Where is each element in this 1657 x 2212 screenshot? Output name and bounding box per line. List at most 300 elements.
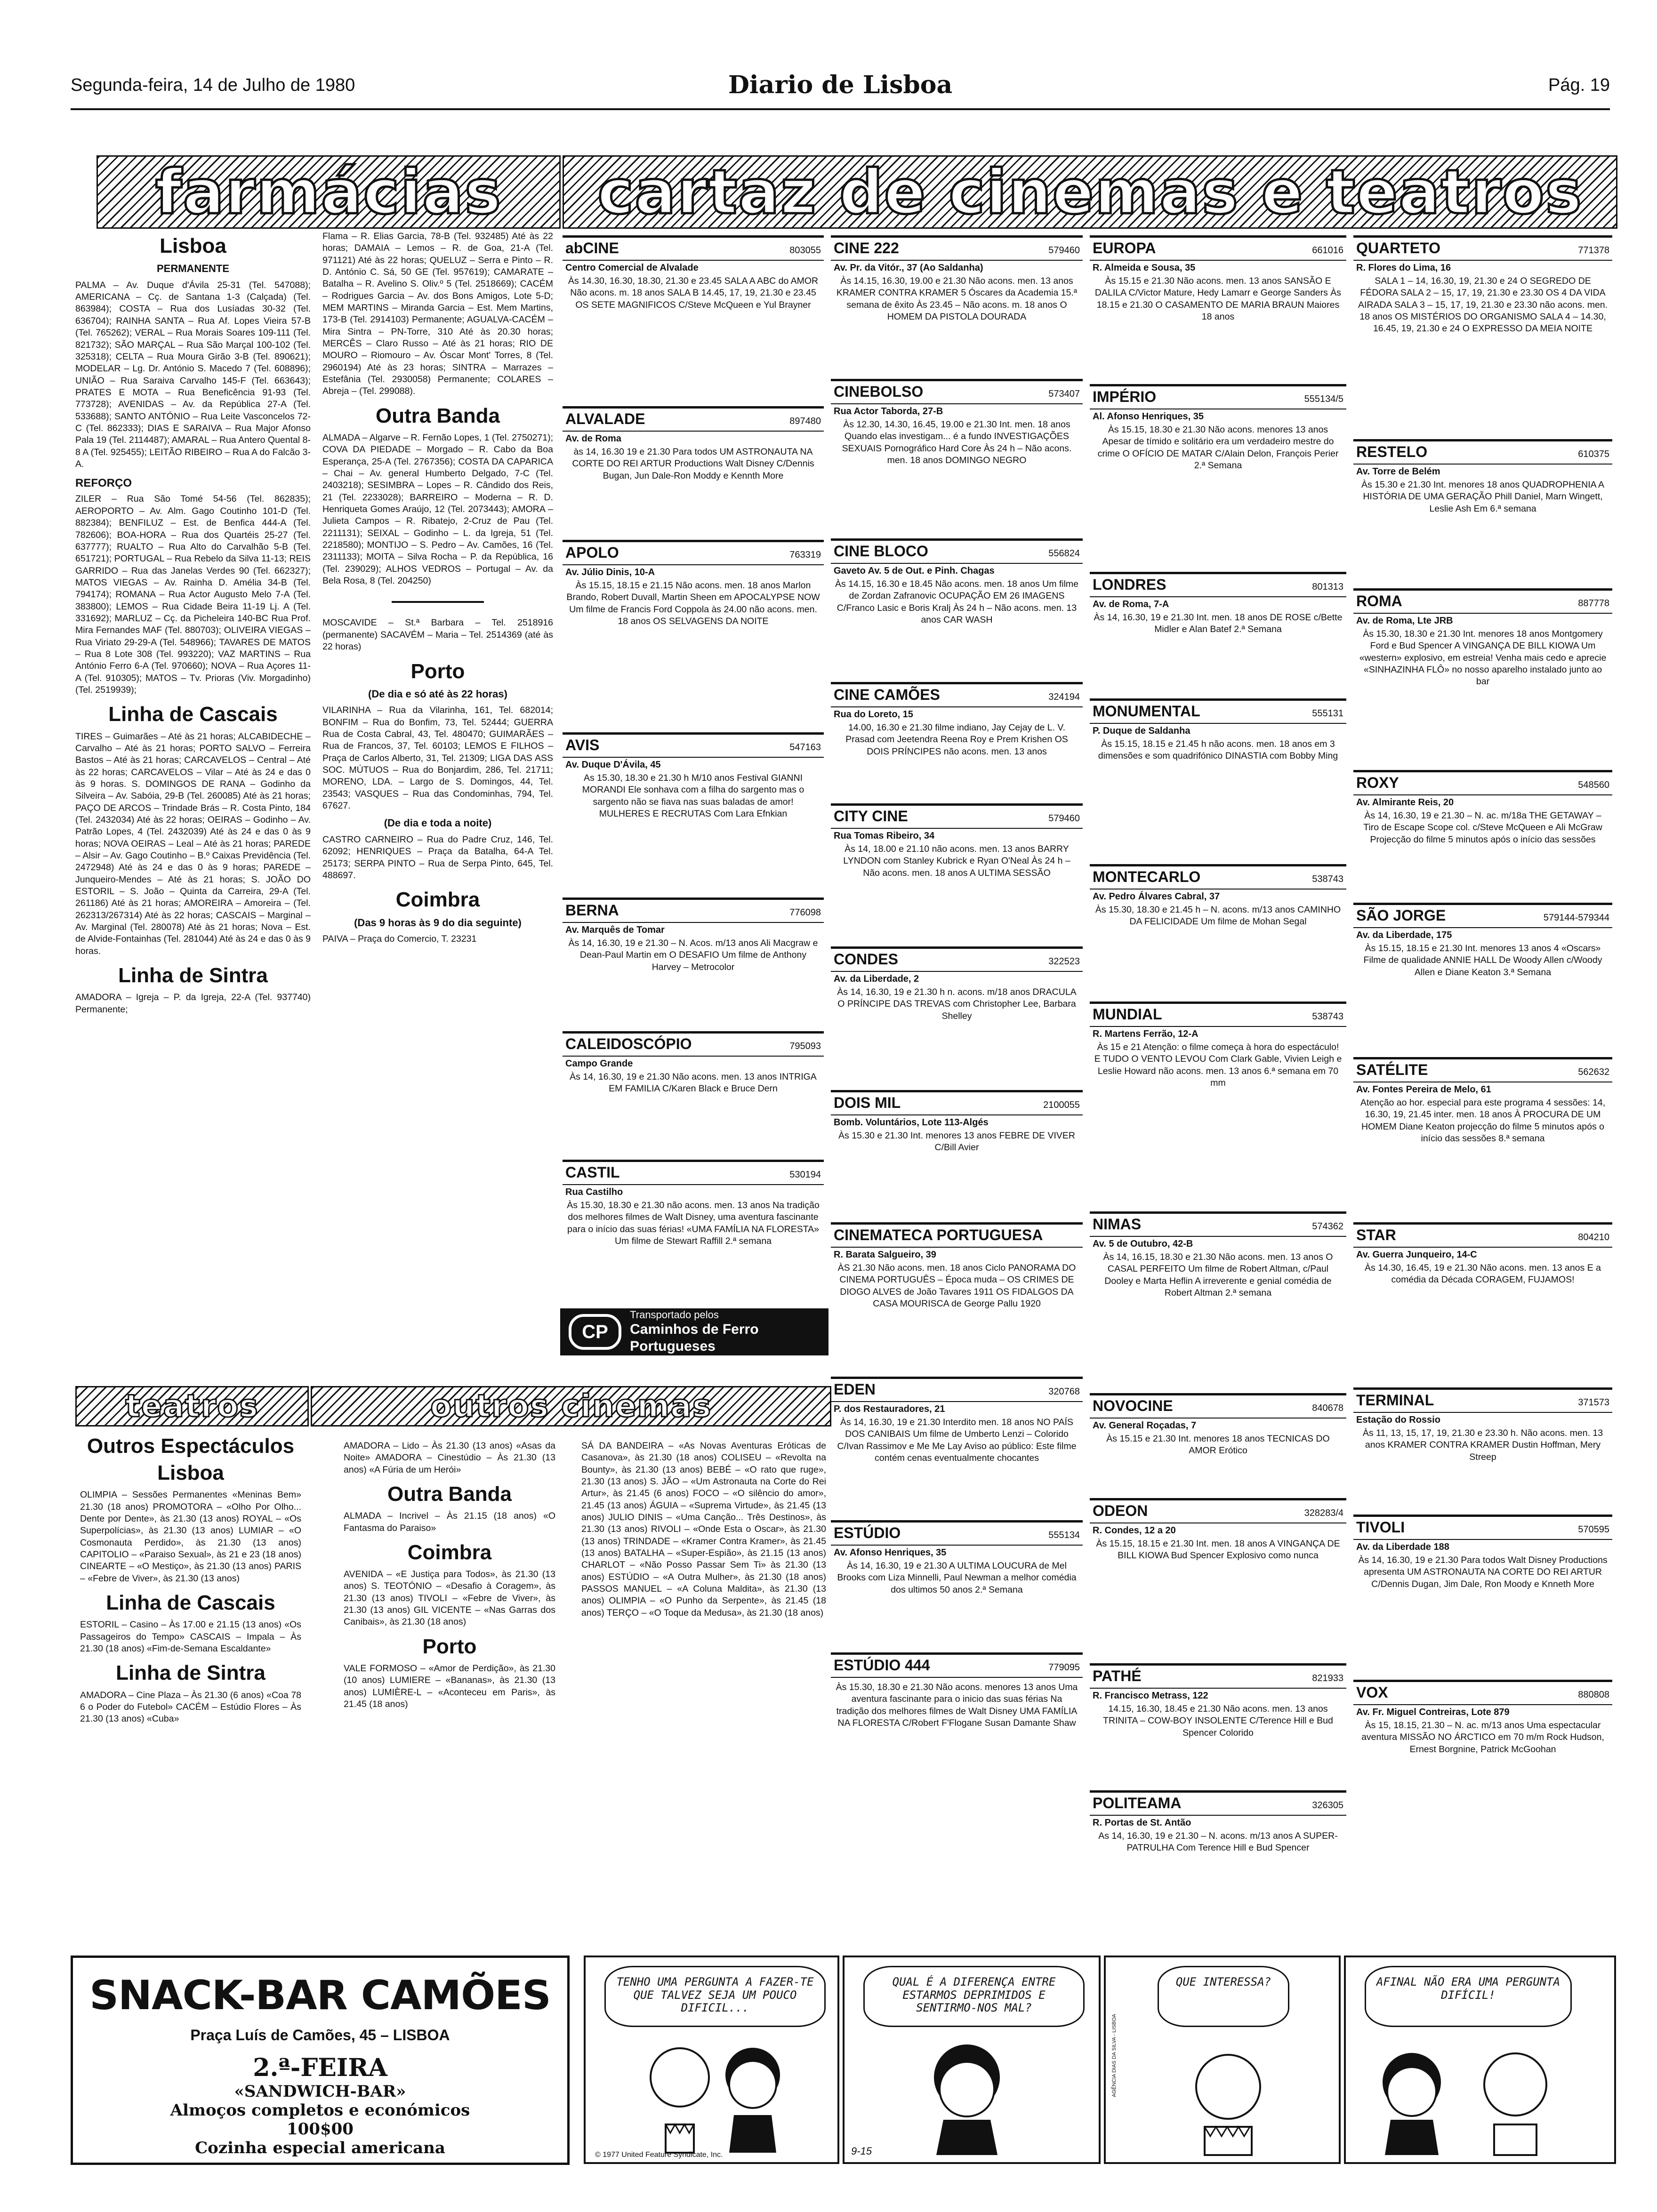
cinema-name: QUARTETO [1356,240,1440,256]
cinema-address: R. Flores do Lima, 16 [1356,263,1451,273]
outros-porto: VALE FORMOSO – «Amor de Perdição», às 21.30 (10 anos) LUMIERE – «Bananas», às 21.30 (13 anos) LUMIÈRE-L – «Aconteceu em Paris», às 21.45 (18 anos) [344,1663,555,1710]
ad-price: 100$00 [287,2120,354,2139]
cinema-phone: 776098 [789,907,821,918]
cinema-programme: Às 14.15, 16.30 e 18.45 Não acons. men. 18 anos Um filme de Zordan Zafranovic OCUPAÇÃO EM 26 IMAGENS C/Franco Lasic e Boris Kralj Às 24 h – Não acons. men. 13 anos CAR WASH [835,579,1079,625]
cinema-listing [831,1090,1083,1221]
cinema-name: CASTIL [565,1164,620,1181]
cinema-phone: 804210 [1578,1232,1609,1242]
farm-reforco: ZILER – Rua São Tomé 54-56 (Tel. 862835); AEROPORTO – Av. Alm. Gago Coutinho 101-D (Tel. 882384); BENFILUZ – Est. de Benfica 444-A (Tel. 782606); BOA-HORA – Rua dos Quartéis 25-27 (Tel. 637777); RUALTO – Rua Alto do Carvalhão 5-B (Tel. 651721); PORTUGAL – Rua Rebelo da Silva 11-13; REIS GARRIDO – Rua das Janelas Verdes 90 (Tel. 662327); MATOS VIEGAS – Av. Rainha D. Amélia 34-B (Tel. 794174); ROMANA – Rua Actor Augusto Melo 7-A (Tel. 383800); LEMOS – Rua Cidade Beira 11-19 Lj. A (Tel. 331692); MARLUZ – Cç. da Picheleira 140-BC Rua Prof. Mira Fernandes MAF (Tel. 880703); OLIVEIRA VIEGAS – Rua Viriato 29-29-A (Tel. 548966); TAVARES DE MATOS – Rua 8 Lote 308 (Tel. 993220); VAZ MARTINS – Rua António Ferro 6-A (Tel. 970660); NOVA – Rua Açores 11-A (Tel. 910305); MATOS – Tv. Prioras (Viv. Morgadinho) (Tel. 2519939); [75,494,311,695]
cinema-phone: 880808 [1578,1690,1609,1700]
cp-big: Caminhos de Ferro Portugueses [630,1322,759,1354]
h-reforco: REFORÇO [75,477,132,490]
cinema-programme: Às 15.30, 18.30 e 21.45 h – N. acons. m/13 anos CAMINHO DA FELICIDADE Um filme de Mohan Segal [1095,905,1341,927]
h-teatros-sintra: Linha de Sintra [116,1661,265,1685]
cinema-programme: Às 14, 16.30, 19 e 21.30 – N. Acos. m/13 anos Ali Macgraw e Dean-Paul Martin em O DESAFIO Um filme de Anthony Harvey – Metrocolor [568,938,818,972]
cinema-address: Av. Marquês de Tomar [565,925,665,935]
cinema-name: CINE CAMÕES [834,686,940,703]
cinema-header [1090,701,1346,724]
teatros-cascais: ESTORIL – Casino – Às 17.00 e 21.15 (13 anos) «Os Passageiros do Tempo» CASCAIS – Impala – Às 21.30 (18 anos) «Fim-de-Semana Escaldante» [80,1619,301,1654]
cinema-phone: 538743 [1312,1011,1343,1022]
cinema-header [563,409,824,432]
cinema-programme: Às 14, 16.30, 19 e 21.30 h n. acons. m/18 anos DRACULA O PRÍNCIPE DAS TREVAS com Christopher Lee, Barbara Shelley [837,987,1077,1021]
cinema-name: SATÉLITE [1356,1061,1428,1078]
cinema-name: abCINE [565,240,619,256]
cinema-programme: Às 14.30, 16.30, 18.30, 21.30 e 23.45 SALA A ABC do AMOR Não acons. m. 18 anos SALA B 14.45, 17, 19, 21.30 e 23.45 OS SETE MAGNIFICOS C/Steve McQueen e Yul Brayner [568,276,819,310]
cinema-programme: Às 14, 16.30, 19 e 21.30 Não acons. men. 13 anos INTRIGA EM FAMILIA C/Karen Black e Bruce Dern [570,1072,817,1094]
cinema-header [563,900,824,923]
cinema-header [831,238,1083,261]
cinema-listing [831,1377,1083,1519]
cinema-phone: 548560 [1578,780,1609,790]
cinema-programme: 14.15, 16.30, 18.45 e 21.30 Não acons. men. 13 anos TRINITA – COW-BOY INSOLENTE C/Terence Hill e Bud Spencer Colorido [1103,1704,1333,1738]
cinema-name: ESTÚDIO 444 [834,1657,930,1674]
cinema-listing [831,946,1083,1089]
cinema-listing [831,1222,1083,1375]
banner-outros [311,1386,831,1427]
outros-col-2 [581,1440,826,1939]
banner-farmacias [97,155,561,229]
cinema-phone: 530194 [789,1170,821,1180]
farm-sintra-cont: Flama – R. Elias Garcia, 78-B (Tel. 932485) Até às 22 horas; DAMAIA – Lemos – R. de Goa, 21-A (Tel. 971121) Até às 22 horas; QUELUZ – Serra e Pinto – R. D. António C. Sá, 50 GE (Tel. 957619); CAMARATE – Batalha – R. Avelino S. Oliv.º 5 (Tel. 2518669); CACÉM – Rodrigues Garcia – Av. dos Bons Amigos, Lote 5-D; MEM MARTINS – Miranda Garcia – Est. Mem Martins, 173-B (Tel. 2914103) Permanente; AGUALVA-CACÉM – Mira Sintra – PN-Torre, 310 Até às 20.30 horas; MERCÊS – Claro Russo – Até às 21 horas; RIO DE MOURO – Riomouro – Av. Óscar Mont' Torres, 8 (Tel. 2960194) Até às 23 horas; SINTRA – Marrazes – Estefânia (Tel. 2930058) Permanente; COLARES – Abreja – (Tel. 299088). [322,231,553,397]
cinema-name: LONDRES [1093,576,1166,593]
banner-teatros [75,1386,309,1427]
cinema-listing [1353,770,1612,901]
banner-cartaz-text: cartaz de cinemas e teatros [597,156,1583,228]
cinema-address: Av. de Roma, 7-A [1093,599,1169,609]
cinema-programme: Às 11, 13, 15, 17, 19, 21.30 e 23.30 h. Não acons. men. 13 anos KRAMER CONTRA KRAMER Dustin Hoffman, Mery Streep [1362,1428,1603,1462]
cinema-listing [563,898,824,1030]
cinema-address: Av. Afonso Henriques, 35 [834,1547,947,1558]
cp-small: Transportado pelos [630,1308,719,1321]
cinema-header [831,541,1083,564]
cinema-phone: 326305 [1312,1800,1343,1811]
cinema-address: Av. de Roma, Lte JRB [1356,616,1453,626]
cinema-name: PATHÉ [1093,1667,1142,1684]
farm-moscavide: MOSCAVIDE – St.ª Barbara – Tel. 2518916 (permanente) SACAVÉM – Maria – Tel. 2514369 (até às 22 horas) [322,617,553,652]
cinema-address: Av. de Roma [565,433,621,444]
charlie-figure-icon [1158,2044,1299,2157]
cinema-phone: 538743 [1312,874,1343,884]
cinema-phone: 897480 [789,416,821,426]
cinema-header [1090,1666,1346,1689]
cinema-header [563,735,824,758]
cinema-address: P. dos Restauradores, 21 [834,1404,945,1414]
h-outros-espectaculos: Outros Espectáculos Lisboa [87,1435,295,1485]
cinema-header [831,806,1083,829]
cinema-name: ESTÚDIO [834,1524,901,1541]
cinema-name: RESTELO [1356,443,1428,460]
cinema-name: CALEIDOSCÓPIO [565,1035,692,1052]
cinema-name: IMPÉRIO [1093,388,1157,405]
cinema-address: Rua Castilho [565,1187,623,1197]
cinema-name: POLITEAMA [1093,1795,1182,1811]
farm-porto: VILARINHA – Rua da Vilarinha, 161, Tel. 682014; BONFIM – Rua do Bonfim, 73, Tel. 52444; GUERRA Rua de Costa Cabral, 43, Tel. 480470; GUIMARÃES – Rua de Francos, 37, Tel. 60103; LEMOS E FILHOS – Praça de Carlos Alberto, 31, Tel. 21309; LIGA DAS ASS SOC. MÚTUOS – Rua do Bonjardim, 286, Tel. 21711; MORENO, LDA. – Largo de S. Domingos, 44, Tel. 23543; VASQUES – Rua das Condominhas, 794, Tel. 67627. [322,705,553,811]
cinema-name: CITY CINE [834,808,908,825]
cinema-phone: 579144-579344 [1543,913,1609,923]
divider [392,601,484,603]
speech-bubble: AFINAL NÃO ERA UMA PERGUNTA DIFÍCIL! [1365,1966,1572,2027]
cinema-name: CINE 222 [834,240,899,256]
banner-teatros-text: teatros [125,1388,259,1424]
cinema-address: Av. Duque D'Ávila, 45 [565,760,661,770]
cinema-header [831,1523,1083,1546]
cinema-programme: Às 14, 16.30, 19 e 21.30 A ULTIMA LOUCURA de Mel Brooks com Liza Minnelli, Paul Newman a melhor comédia dos ultimos 50 anos 2.ª Semana [837,1561,1077,1595]
cinema-header [831,381,1083,404]
h-outros-porto: Porto [422,1635,477,1658]
issue-date: Segunda-feira, 14 de Julho de 1980 [71,75,355,95]
cinema-listing [1090,572,1346,697]
cinema-listing [1090,384,1346,570]
cinema-listing [831,235,1083,377]
cinema-address: Av. Fr. Miguel Contreiras, Lote 879 [1356,1707,1510,1717]
cinema-phone: 763319 [789,550,821,560]
cinema-listing [563,1031,824,1158]
cinema-address: R. Portas de St. Antão [1093,1818,1191,1828]
comic-panel-3 [1104,1956,1341,2164]
cinema-programme: às 14, 16.30 19 e 21.30 Para todos UM ASTRONAUTA NA CORTE DO REI ARTUR Productions Walt Disney C/Dennis Bugan, Jun Dale-Ron Moddy e Kennth More [572,447,814,481]
ad-kitchen: Cozinha especial americana [195,2139,445,2157]
cinema-name: STAR [1356,1226,1396,1243]
cinema-programme: Às 14.30, 16.45, 19 e 21.30 Não acons. men. 13 anos E a comédia da Década CORAGEM, FUJAMOS! [1365,1263,1601,1285]
cinema-name: NOVOCINE [1093,1397,1173,1414]
cinema-programme: Às 15.15, 18.15 e 21.15 Não acons. men. 18 anos Marlon Brando, Robert Duvall, Martin Sheen em APOCALYPSE NOW Um filme de Francis Ford Coppola às 24.00 não acons. men. 18 anos OS SELVAGENS DA NOITE [566,580,820,627]
cinema-header [1353,905,1612,928]
cinema-header [831,949,1083,972]
h-linha-cascais: Linha de Cascais [108,703,278,726]
cinema-phone: 840678 [1312,1403,1343,1413]
cinema-listing [1090,1211,1346,1392]
cinema-phone: 887778 [1578,598,1609,609]
cinema-programme: Às 15.30 e 21.30 Int. menores 18 anos QUADROPHENIA A HISTÓRIA DE UMA GERAÇÃO Phill Daniel, Marn Wingett, Leslie Ash Em 6.ª semana [1361,480,1604,514]
h-porto: Porto [410,659,465,683]
ad-day: 2.ª-FEIRA [253,2053,387,2082]
cinema-header [1353,1059,1612,1082]
cinema-programme: Às 12.30, 14.30, 16.45, 19.00 e 21.30 Int. men. 18 anos Quando elas investigam... é a fundo INVESTIGAÇÕES SEXUAIS Pornográfico Hard Core Às 24 h – Não acons. men. 18 anos DOMINGO NEGRO [842,419,1072,466]
cinema-address: Rua Actor Taborda, 27-B [834,406,943,417]
ad-lunch: Almoços completos e económicos [170,2101,470,2120]
cinema-programme: Às 15.15, 18.15 e 21.30 Int. men. 18 anos A VINGANÇA DE BILL KIOWA Bud Spencer Explosivo como nunca [1096,1539,1340,1561]
cinema-listing [1090,1790,1346,1954]
cp-advert [560,1308,828,1355]
cinema-listing [563,732,824,897]
h-lisboa: Lisboa [160,234,226,257]
cinema-listing [1090,1393,1346,1497]
cinema-header [831,1655,1083,1678]
cinema-programme: Às 14, 16.30, 19 e 21.30 Para todos Walt Disney Productions apresenta UM ASTRONAUTA NA CORTE DO REI ARTUR C/Dennis Dugan, Jim Dale, Ron Moody e Knneth More [1358,1555,1608,1589]
cinema-address: Gaveto Av. 5 de Out. e Pinh. Chagas [834,566,995,576]
cinema-header [831,684,1083,707]
cinema-address: Al. Afonso Henriques, 35 [1093,411,1204,422]
farm-coimbra: PAIVA – Praça do Comercio, T. 23231 [322,934,477,945]
cinema-phone: 803055 [789,245,821,256]
cinema-programme: Às 15.30 e 21.30 Int. menores 13 anos FEBRE DE VIVER C/Bill Avier [838,1130,1075,1153]
cinema-header [563,238,824,261]
cinema-listing [1353,1680,1612,1954]
cinema-listing [1353,439,1612,586]
comic-date: 9-15 [851,2145,872,2157]
cinema-phone: 547163 [789,742,821,753]
cinema-programme: Às 14, 16.30, 19 e 21.30 Interdito men. 18 anos NO PAÍS DOS CANIBAIS Um filme de Umberto Lenzi – Colorido C/Ivan Rassimov e Me Me Lay Aviso ao público: Este filme contém cenas eventualmente chocantes [837,1417,1077,1464]
cinema-address: R. Francisco Metrass, 122 [1093,1691,1208,1701]
cinema-address: Centro Comercial de Alvalade [565,263,699,273]
h-permanente: PERMANENTE [156,263,229,275]
lucy-charlie-figure-icon [1360,2044,1595,2157]
cinema-phone: 555131 [1312,708,1343,719]
cinema-listing [1353,903,1612,1056]
s-porto: (De dia e só até às 22 horas) [368,688,507,700]
cinema-programme: 14.00, 16.30 e 21.30 filme indiano, Jay Cejay de L. V. Prasad com Jeetendra Reena Roy e Prem Krishen OS DOIS PRÍNCIPES não acons. men. 13 anos [845,722,1068,757]
outros-col-1 [344,1440,555,1939]
cinema-programme: Às 14.15, 16.30, 19.00 e 21.30 Não acons. men. 13 anos KRAMER CONTRA KRAMER 5 Óscares da Academia 15.ª semana de êxito Às 23.45 – Não acons. m. 18 anos O HOMEM DA PISTOLA DOURADA [836,276,1078,322]
cinema-listing [1090,698,1346,862]
cinema-phone: 320768 [1048,1387,1080,1397]
cinema-address: Av. da Liberdade, 175 [1356,930,1452,940]
masthead: Diario de Lisboa [728,71,953,99]
cinema-header [831,1225,1083,1248]
cinema-programme: ÀS 21.30 Não acons. men. 18 anos Ciclo PANORAMA DO CINEMA PORTUGUÊS – Época muda – OS CRIMES DE DIOGO ALVES de João Tavares 1911 OS FIDALGOS DA CASA MOURISCA de George Pallu 1920 [837,1263,1076,1309]
cinema-header [1353,441,1612,465]
cinema-listing [831,682,1083,802]
cinema-programme: Às 14, 16.30, 19 e 21.30 Int. men. 18 anos DE ROSE c/Bette Midler e Alan Batef 2.ª Semana [1094,612,1343,635]
cinema-address: Av. 5 de Outubro, 42-B [1093,1239,1193,1249]
cinema-address: Av. da Liberdade 188 [1356,1542,1449,1552]
cinema-address: Av. Almirante Reis, 20 [1356,797,1454,808]
cinema-address: Av. General Roçadas, 7 [1093,1420,1197,1431]
cinema-programme: Às 14, 16.15, 18.30 e 21.30 Não acons. men. 13 anos O CASAL PERFEITO Um filme de Robert Altman, c/Paul Dooley e Marta Heflin A irreverente e genial comédia de Robert Altman 2.ª semana [1103,1252,1333,1298]
cinema-name: CINEMATECA PORTUGUESA [834,1226,1043,1243]
cinema-listing [831,379,1083,537]
cinema-header [1353,238,1612,261]
cinema-address: Av. Fontes Pereira de Melo, 61 [1356,1084,1491,1095]
cinema-phone: 562632 [1578,1067,1609,1077]
comic-panel-4 [1344,1956,1616,2164]
cinema-programme: Às 15.30, 18.30 e 21.30 não acons. men. 13 anos Na tradição dos melhores filmes de Walt Disney, uma aventura fascinante para o início das suas férias! «UMA FAMÍLIA NA FLORESTA» Um filme de Stewart Raffill 2.ª semana [567,1200,820,1247]
cp-logo-icon: CP [569,1314,621,1350]
speech-bubble: QUAL É A DIFERENÇA ENTRE ESTARMOS DEPRIMIDOS E SENTIRMO-NOS MAL? [863,1966,1085,2027]
cinema-name: TERMINAL [1356,1392,1434,1409]
cinema-header [1353,1390,1612,1413]
cinema-listing [1353,1515,1612,1678]
cinema-name: CINE BLOCO [834,543,928,560]
cinema-programme: Às 14, 18.00 e 21.10 não acons. men. 13 anos BARRY LYNDON com Stanley Kubrick e Ryan O'Neal Às 24 h – Não acons. men. 18 anos A ULTIMA SESSÃO [843,844,1070,878]
cinema-programme: Às 15.15, 18.15 e 21.45 h não acons. men. 18 anos em 3 dimensões e som quadrifónico DINASTIA com Bobby Ming [1098,739,1338,761]
h-outra-banda: Outra Banda [375,404,500,427]
farmacias-col-1 [75,231,311,1379]
cinema-name: MONTECARLO [1093,868,1201,885]
cinema-address: Campo Grande [565,1058,633,1069]
cinema-address: Bomb. Voluntários, Lote 113-Algés [834,1117,989,1128]
charlie-lucy-figure-icon [637,2040,793,2157]
cinema-address: Estação do Rossio [1356,1415,1440,1425]
cinema-name: TIVOLI [1356,1519,1405,1536]
cinema-address: R. Martens Ferrão, 12-A [1093,1029,1199,1039]
h-coimbra: Coimbra [395,888,480,912]
page-header [71,71,1610,110]
comic-panel-2 [843,1956,1101,2164]
cinema-programme: Às 15.15, 18.15 e 21.30 Int. menores 13 anos 4 «Oscars» Filme de qualidade ANNIE HALL De Woody Allen c/Woody Allen e Diane Keaton 3.ª Semana [1363,943,1602,978]
cinema-name: ROXY [1356,774,1399,791]
farm-cascais: TIRES – Guimarães – Até às 21 horas; ALCABIDECHE – Carvalho – Até às 21 horas; PORTO SALVO – Ferreira Bastos – Até às 21 horas; CARCAVELOS – Central – Até às 22 horas; CARCAVELOS – Vilar – Até às 24 e das 0 às 9 horas. S. DOMINGOS DE RANA – Godinho da Silveira – Av. Sabóia, 29-B (Tel. 260085) Até às 21 horas; PAÇO DE ARCOS – Trindade Brás – R. Costa Pinto, 184 (Tel. 2432034) Até às 22 horas; OEIRAS – Godinho – Av. Patrão Lopes, 4 (Tel. 2432039) Até às 24 e das 0 às 9 horas; NOVA OEIRAS – Leal – Até às 21 horas; PAREDE – Alsir – Av. Gago Coutinho – B.º Caixas Previdência (Tel. 2472948) Até às 24 e das 0 às 9 horas; PAREDE – Junqueiro-Mendes – Até às 21 horas; S. JOÃO DO ESTORIL – S. João – Quinta da Carreira, 29-A (Tel. 261186) Até às 21 horas; AMOREIRA – Amoreira – (Tel. 262313/267314) Até às 22 horas; CASCAIS – Marginal – Av. Marginal (Tel. 280078) Até às 21 horas; Nova – Est. de Alvide-Fontainhas (Tel. 281044) Até às 24 e das 0 às 9 horas. [75,731,311,956]
cinema-phone: 573407 [1048,389,1080,399]
cinema-listing [1353,1222,1612,1386]
outros-amadora: AMADORA – Lido – Às 21.30 (13 anos) «Asas da Noite» AMADORA – Cinestúdio – Às 21.30 (13 anos) «A Fúria de um Herói» [344,1441,555,1475]
cinema-listing [1090,1498,1346,1662]
cinema-phone: 555134/5 [1304,394,1343,404]
cinema-phone: 556824 [1048,548,1080,559]
speech-bubble: TENHO UMA PERGUNTA A FAZER-TE QUE TALVEZ SEJA UM POUCO DIFICIL... [604,1966,826,2027]
cinema-name: MUNDIAL [1093,1006,1162,1023]
cinema-programme: Às 15.15 e 21.30 Int. menores 18 anos TECNICAS DO AMOR Erótico [1106,1434,1330,1456]
cinema-name: BERNA [565,902,619,919]
cinema-programme: Às 15 e 21 Atenção: o filme começa à hora do espectáculo! E TUDO O VENTO LEVOU Com Clark Gable, Vivien Leigh e Leslie Howard não acons. men. 13 anos 6.ª semana em 70 mm [1094,1042,1342,1089]
cinema-listing [1090,1002,1346,1210]
cinema-name: DOIS MIL [834,1094,901,1111]
cinema-programme: Às 15.30, 18.30 e 21.30 Int. menores 18 anos Montgomery Ford e Bud Spencer A VINGANÇA DE BILL KIOWA Um «western» explosivo, em estreia! Venha mais cedo e aprecie «SINHAZINHA FLÔ» no nosso aparelho instalado junto ao bar [1359,629,1607,687]
cinema-programme: Às 14, 16.30, 19 e 21.30 – N. ac. m/18a THE GETAWAY – Tiro de Escape Scope col. c/Steve McQueen e Ali McGraw Projecção do filme 5 minutos após o início das sessões [1363,810,1602,845]
cinema-programme: Às 15.30, 18.30 e 21.30 Não acons. menores 13 anos Uma aventura fascinante para o inicio das suas férias Na tradição dos melhores filmes de Walt Disney UMA FAMÍLIA NA FLORESTA C/Robert F'Flogane Susan Damante Shaw [836,1682,1078,1729]
cinema-name: CINEBOLSO [834,383,924,400]
cinema-programme: Às 15.15, 18.30 e 21.30 Não acons. menores 13 anos Apesar de tímido e solitário era um verdadeiro mestre do crime O OFÍCIO DE MATAR C/Alain Delon, François Perier 2.ª Semana [1097,425,1339,471]
cinema-name: ODEON [1093,1502,1148,1519]
cinema-phone: 771378 [1578,245,1609,256]
cinema-header [1353,1517,1612,1540]
cinema-phone: 579460 [1048,245,1080,256]
cinema-address: Av. Júlio Dinis, 10-A [565,567,655,577]
cinema-address: Av. Guerra Junqueiro, 14-C [1356,1250,1477,1260]
cinema-address: Av. Pr. da Vitór., 37 (Ao Saldanha) [834,263,983,273]
cinema-listing [563,1160,824,1247]
lucy-figure-icon [896,2035,1038,2157]
banner-outros-text: outros cinemas [430,1388,712,1424]
cinema-name: CONDES [834,951,898,968]
cinema-listing [563,406,824,538]
cinema-phone: 801313 [1312,582,1343,592]
cinema-header [1090,1500,1346,1523]
cinema-header [1090,1395,1346,1419]
cinema-address: Av. Torre de Belém [1356,466,1440,477]
outros-coimbra: AVENIDA – «E Justiça para Todos», às 21.30 (13 anos) S. TEOTÓNIO – «Desafio à Coragem», às 21.30 (13 anos) TIVOLI – «Febre de Viver», às 21.30 (13 anos) GIL VICENTE – «Nas Garras dos Canibais», às 21.30 (18 anos) [344,1569,555,1627]
cinema-listing [1090,1663,1346,1788]
farm-outra-banda: ALMADA – Algarve – R. Fernão Lopes, 1 (Tel. 2750271); COVA DA PIEDADE – Morgado – R. Cabo da Boa Esperança, 25-A (Tel. 2767356); COSTA DA CAPARICA – Chai – Av. general Humberto Delgado, 7-C (Tel. 2403218); SESIMBRA – Lopes – R. Cândido dos Reis, 21 (Tel. 2233028); BARREIRO – Moderna – R. D. Henriqueta Gomes Araújo, 12 (Tel. 2073443); AMORA – Julieta Campos – R. Ribatejo, 2-Cruz de Pau (Tel. 2211131); SEIXAL – Godinho – L. da Igreja, 51 (Tel. 2218580); MONTIJO – S. Pedro – Av. Camões, 16 (Tel. 2311133); MOITA – Silva Rocha – P. da República, 16 (Tel. 239029); ALHOS VEDROS – Portugal – Av. da Bela Rosa, 8 (Tel. 204250) [322,433,553,586]
cinema-address: R. Almeida e Sousa, 35 [1093,263,1196,273]
comic-panel-1 [584,1956,839,2164]
cinema-header [831,1379,1083,1402]
cinema-phone: 821933 [1312,1673,1343,1683]
cinema-phone: 2100055 [1043,1100,1080,1110]
cinema-name: NIMAS [1093,1216,1142,1233]
cinema-address: Av. Pedro Álvares Cabral, 37 [1093,891,1220,902]
cinema-header [1090,1793,1346,1816]
cinema-name: AVIS [565,737,600,753]
teatros-lisboa: OLIMPIA – Sessões Permanentes «Meninas Bem» 21.30 (18 anos) PROMOTORA – «Olho Por Olho... Dente por Dente», às 21.30 (13 anos) ROYAL – «Os Superpolícias», às 21.30 (13 anos) LUMIAR – «O Cosmonauta Perdido», às 21.30 (13 anos) CAPITOLIO – «Paraiso Sexual», às 21 e 23 (18 anos) CINEARTE – «O Mestiço», às 21.30 (13 anos) PARIS – «Febre de Viver», às 21.30 (13 anos) [80,1490,301,1584]
cinema-listing [1353,588,1612,769]
agency-credit: AGÊNCIA DIAS DA SILVA - LISBOA [1111,2014,1117,2097]
cinema-header [831,1092,1083,1115]
farm-sintra: AMADORA – Igreja – P. da Igreja, 22-A (Tel. 937740) Permanente; [75,992,311,1015]
cinema-listing [1090,235,1346,383]
cinema-name: VOX [1356,1684,1388,1701]
cinema-listing [831,1520,1083,1651]
cinema-address: P. Duque de Saldanha [1093,726,1190,736]
cinema-header [563,1162,824,1185]
cinema-header [1090,238,1346,261]
cinema-address: Rua do Loreto, 15 [834,709,913,720]
cinema-programme: Às 15.15 e 21.30 Não acons. men. 13 anos SANSÃO E DALILA C/Victor Mature, Hedy Lamarr e George Sanders Às 18.15 e 21.30 O CASAMENTO DE MARIA BRAUN Maiores 18 anos [1094,276,1342,322]
cinema-header [1090,1004,1346,1027]
farmacias-col-2 [322,231,553,1379]
cinema-name: EUROPA [1093,240,1156,256]
cinema-programme: As 14, 16.30, 19 e 21.30 – N. acons. m/13 anos A SUPER-PATRULHA Com Terence Hill e Bud Spencer [1098,1831,1338,1853]
cinema-name: ALVALADE [565,410,645,427]
snack-bar-ad [71,1956,570,2165]
outros-porto-2: SÁ DA BANDEIRA – «As Novas Aventuras Eróticas de Casanova», às 21.30 (18 anos) COLISEU – «Revolta na Bounty», às 21.30 (13 anos) BEBÉ – «O rato que ruge», 21.30 (13 anos) S. JÃO – «Um Astronauta na Corte do Rei Artur», às 21.45 (6 anos) FOCO – «O silêncio do amor», 21.45 (13 anos) ÁGUIA – «Suprema Virtude», às 21.45 (13 anos) JULIO DINIS – «Uma Canção... Três Destinos», às 21.30 (13 anos) RIVOLI – «Onde Esta o Oscar», às 21.30 (13 anos) TRINDADE – «Kramer Contra Kramer», às 21.45 (13 anos) BATALHA – «Super-Espião», às 21.15 (13 anos) CHARLOT – «Não Posso Passar Sem Ti» às 21.30 (13 anos) ESTÚDIO – «A Outra Mulher», às 21.30 (18 anos) PASSOS MANUEL – «A Coluna Maldita», às 21.30 (13 anos) OLIMPIA – «O Punho da Serpente», às 21.45 (18 anos) TERÇO – «O Toque da Medusa», às 21.30 (18 anos) [581,1441,826,1618]
cinema-address: R. Condes, 12 a 20 [1093,1525,1176,1536]
cinema-phone: 371573 [1578,1397,1609,1408]
h-outros-coimbra: Coimbra [407,1540,492,1564]
cinema-header [1353,772,1612,795]
cinema-programme: Às 15, 18.15, 21.30 – N. ac. m/13 anos Uma espectacular aventura MISSÃO NO ÁRCTICO em 70 m/m Rock Hudson, Ernest Borgnine, Patrick McGoohan [1361,1720,1604,1755]
banner-cartaz [563,155,1617,229]
cinema-name: SÃO JORGE [1356,907,1446,924]
cinema-phone: 555134 [1048,1530,1080,1540]
cinema-header [1090,386,1346,409]
cinema-header [1353,591,1612,614]
s-coimbra: (Das 9 horas às 9 do dia seguinte) [354,916,522,929]
cinema-name: APOLO [565,544,619,561]
cinema-name: EDEN [834,1381,876,1398]
teatros-sintra: AMADORA – Cine Plaza – Às 21.30 (6 anos) «Coa 78 6 o Poder do Futebol» CACÉM – Estúdio Flores – Às 21.30 (13 anos) «Cuba» [80,1690,301,1724]
banner-farmacias-text: farmácias [155,156,502,228]
teatros-col [80,1431,301,1939]
cinema-phone: 324194 [1048,692,1080,702]
h-outros-banda: Outra Banda [387,1483,512,1506]
h-linha-sintra: Linha de Sintra [118,964,268,987]
speech-bubble: QUE INTERESSA? [1158,1966,1289,2027]
cinema-listing [1353,235,1612,438]
page-number: Pág. 19 [1548,75,1610,95]
cinema-name: ROMA [1356,593,1402,609]
ad-title: SNACK-BAR CAMÕES [89,1972,551,2019]
cinema-header [1353,1225,1612,1248]
s-porto-2: (De dia e toda a noite) [384,817,492,829]
cinema-header [1353,1682,1612,1705]
cinema-listing [1090,864,1346,1001]
cinema-programme: SALA 1 – 14, 16.30, 19, 21.30 e 24 O SEGREDO DE FÉDORA SALA 2 – 15, 17, 19, 21.30 e 23.30 OS 4 DA VIDA AIRADA SALA 3 – 15, 17, 19, 21.30 e 23.30 não acons. men. 18 anos OS MISTÉRIOS DO ORGANISMO SALA 4 – 14.30, 16.45, 19, 21.30 e 24 O EXPRESSO DA MEIA NOITE [1358,276,1608,334]
cinema-address: Rua Tomas Ribeiro, 34 [834,831,935,841]
comic-copyright: © 1977 United Feature Syndicate, Inc. [595,2151,723,2159]
cinema-header [563,1034,824,1057]
cinema-phone: 795093 [789,1041,821,1051]
cinema-listing [831,538,1083,681]
cinema-phone: 610375 [1578,449,1609,459]
cinema-header [563,542,824,565]
cinema-listing [1353,1057,1612,1221]
farm-lisboa-permanente: PALMA – Av. Duque d'Ávila 25-31 (Tel. 547088); AMERICANA – Cç. de Santana 1-3 (Calçada) (Tel. 863984); COSTA – Rua dos Lusíadas 30-32 (Tel. 636704); RAINHA SANTA – Rua Af. Lopes Vieira 57-B (Tel. 765262); VERAL – Rua Morais Soares 109-111 (Tel. 821732); SÃO MARÇAL – Rua São Marçal 100-102 (Tel. 325318); CELTA – Rua Moura Girão 3-B (Tel. 890621); MODELAR – Lg. Dr. António S. Macedo 7 (Tel. 608896); UNIÃO – Rua Saraiva Carvalho 145-F (Tel. 663643); PRATES E MOTA – Rua Beneficência 91-93 (Tel. 773728); AVENIDAS – Av. da República 27-A (Tel. 533688); SANTO ANTÓNIO – Rua Leite Vasconcelos 72-C (Tel. 862333); DIAS E SARAIVA – Rua Major Afonso Pala 19 (Tel. 2114487); AMARAL – Rua Antero Quental 8-8 A (Tel. 925455); LEITÃO RIBEIRO – Rua A do Falcão 3-A. [75,280,311,469]
outros-almada: ALMADA – Incrivel – Às 21.15 (18 anos) «O Fantasma do Paraiso» [344,1511,555,1533]
cinema-address: Av. da Liberdade, 2 [834,974,919,984]
ad-address: Praça Luís de Camões, 45 – LISBOA [190,2027,450,2044]
cinema-listing [831,1652,1083,1954]
cinema-header [1090,574,1346,597]
cinema-listing [831,803,1083,946]
cinema-address: R. Barata Salgueiro, 39 [834,1250,936,1260]
cinema-header [1090,866,1346,890]
cinema-header [1090,1214,1346,1237]
cinema-phone: 779095 [1048,1662,1080,1673]
cinema-phone: 574362 [1312,1221,1343,1232]
cinema-phone: 661016 [1312,245,1343,256]
h-teatros-cascais: Linha de Cascais [106,1591,275,1615]
